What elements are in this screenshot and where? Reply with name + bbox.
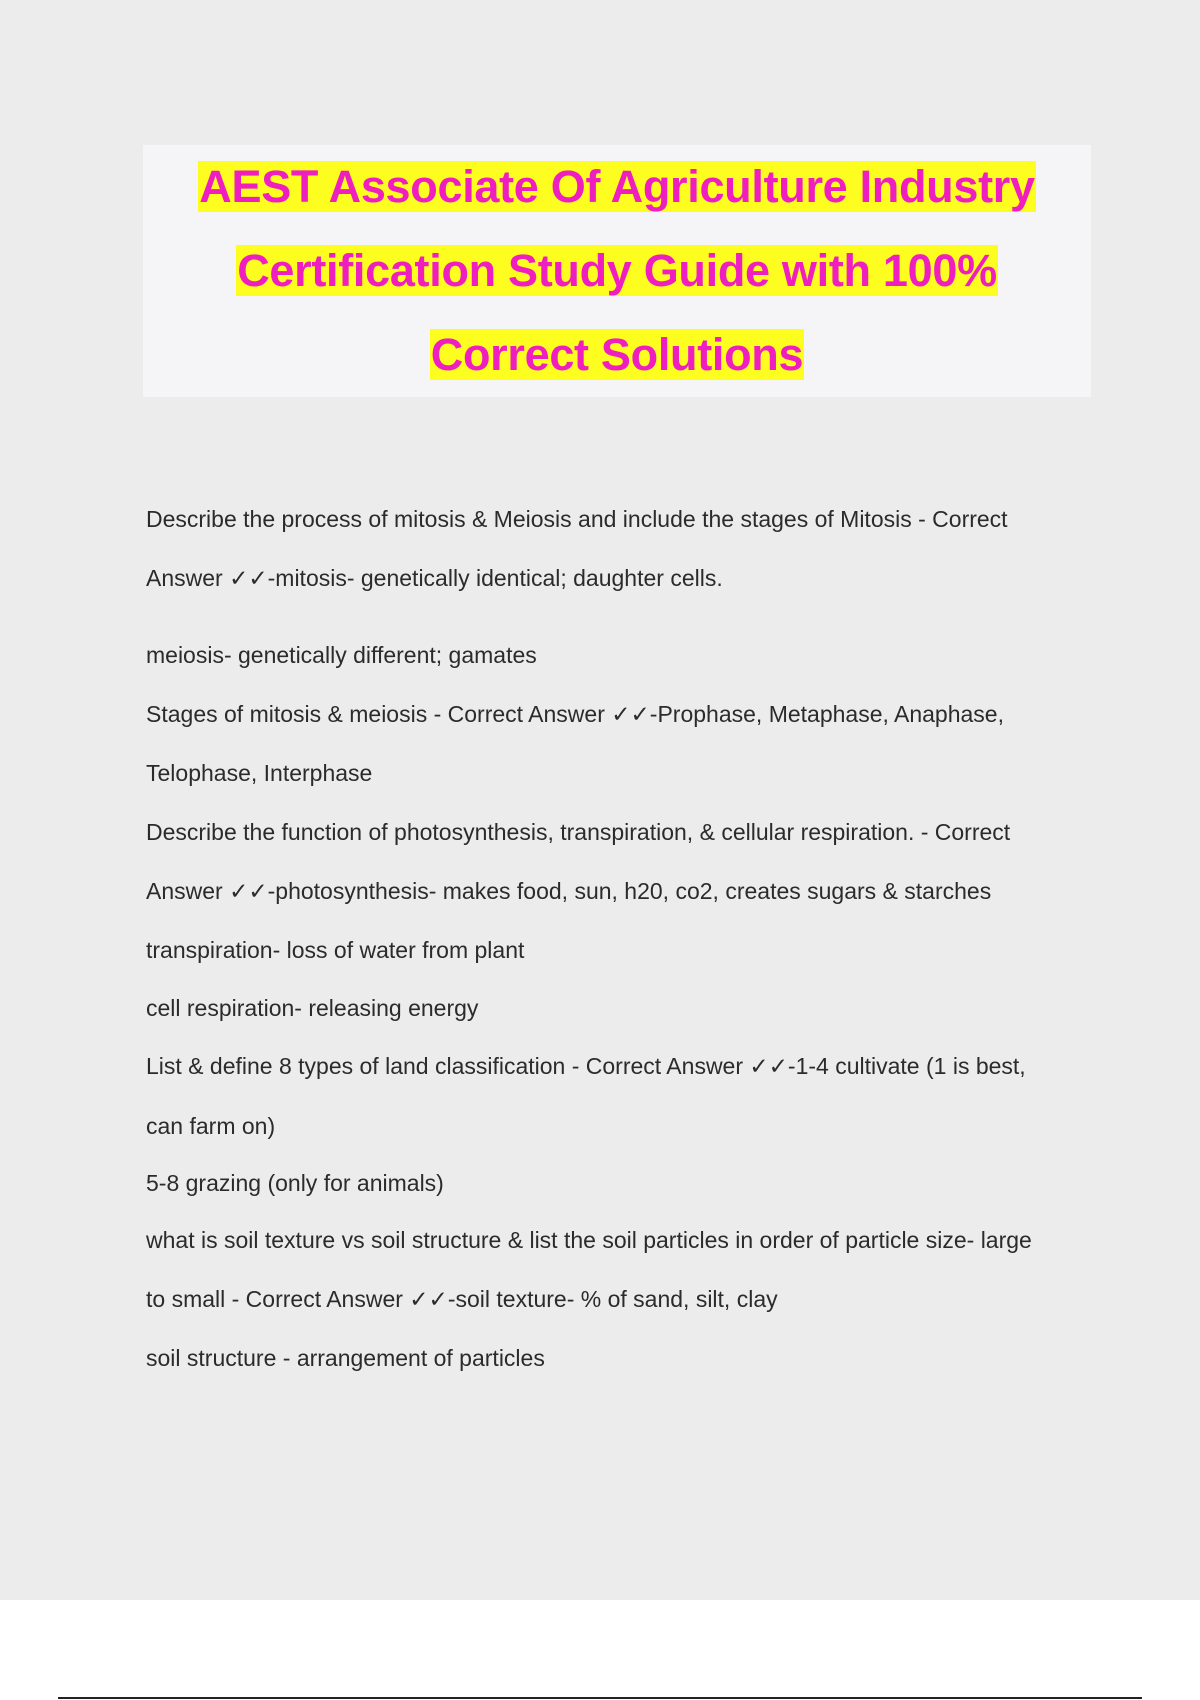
body-line: Answer ✓✓-mitosis- genetically identical; daughter cells. xyxy=(146,565,723,591)
body-line: transpiration- loss of water from plant xyxy=(146,937,525,963)
title-line-text: Correct Solutions xyxy=(430,329,804,380)
footer-divider xyxy=(58,1697,1142,1699)
body-line: cell respiration- releasing energy xyxy=(146,995,479,1021)
document-title xyxy=(143,145,1091,397)
body-line: what is soil texture vs soil structure & list the soil particles in order of particle size- large xyxy=(146,1227,1032,1253)
body-line: List & define 8 types of land classification - Correct Answer ✓✓-1-4 cultivate (1 is best, xyxy=(146,1053,1026,1079)
body-line: 5-8 grazing (only for animals) xyxy=(146,1170,444,1196)
body-line: Stages of mitosis & meiosis - Correct Answer ✓✓-Prophase, Metaphase, Anaphase, xyxy=(146,701,1004,727)
title-line xyxy=(143,313,1091,397)
title-line-text: AEST Associate Of Agriculture Industry xyxy=(199,161,1035,212)
title-line-text: Certification Study Guide with 100% xyxy=(237,245,997,296)
page-footer xyxy=(0,1600,1200,1700)
body-line: can farm on) xyxy=(146,1113,276,1139)
title-line xyxy=(143,229,1091,313)
body-line: to small - Correct Answer ✓✓-soil texture- % of sand, silt, clay xyxy=(146,1286,778,1312)
body-line: Answer ✓✓-photosynthesis- makes food, sun, h20, co2, creates sugars & starches xyxy=(146,878,992,904)
body-line: Describe the process of mitosis & Meiosis and include the stages of Mitosis - Correct xyxy=(146,506,1008,532)
body-line: Telophase, Interphase xyxy=(146,760,373,786)
body-line: soil structure - arrangement of particles xyxy=(146,1345,545,1371)
title-line xyxy=(143,145,1091,229)
body-line: meiosis- genetically different; gamates xyxy=(146,642,537,668)
body-line: Describe the function of photosynthesis, transpiration, & cellular respiration. - Correct xyxy=(146,819,1011,845)
